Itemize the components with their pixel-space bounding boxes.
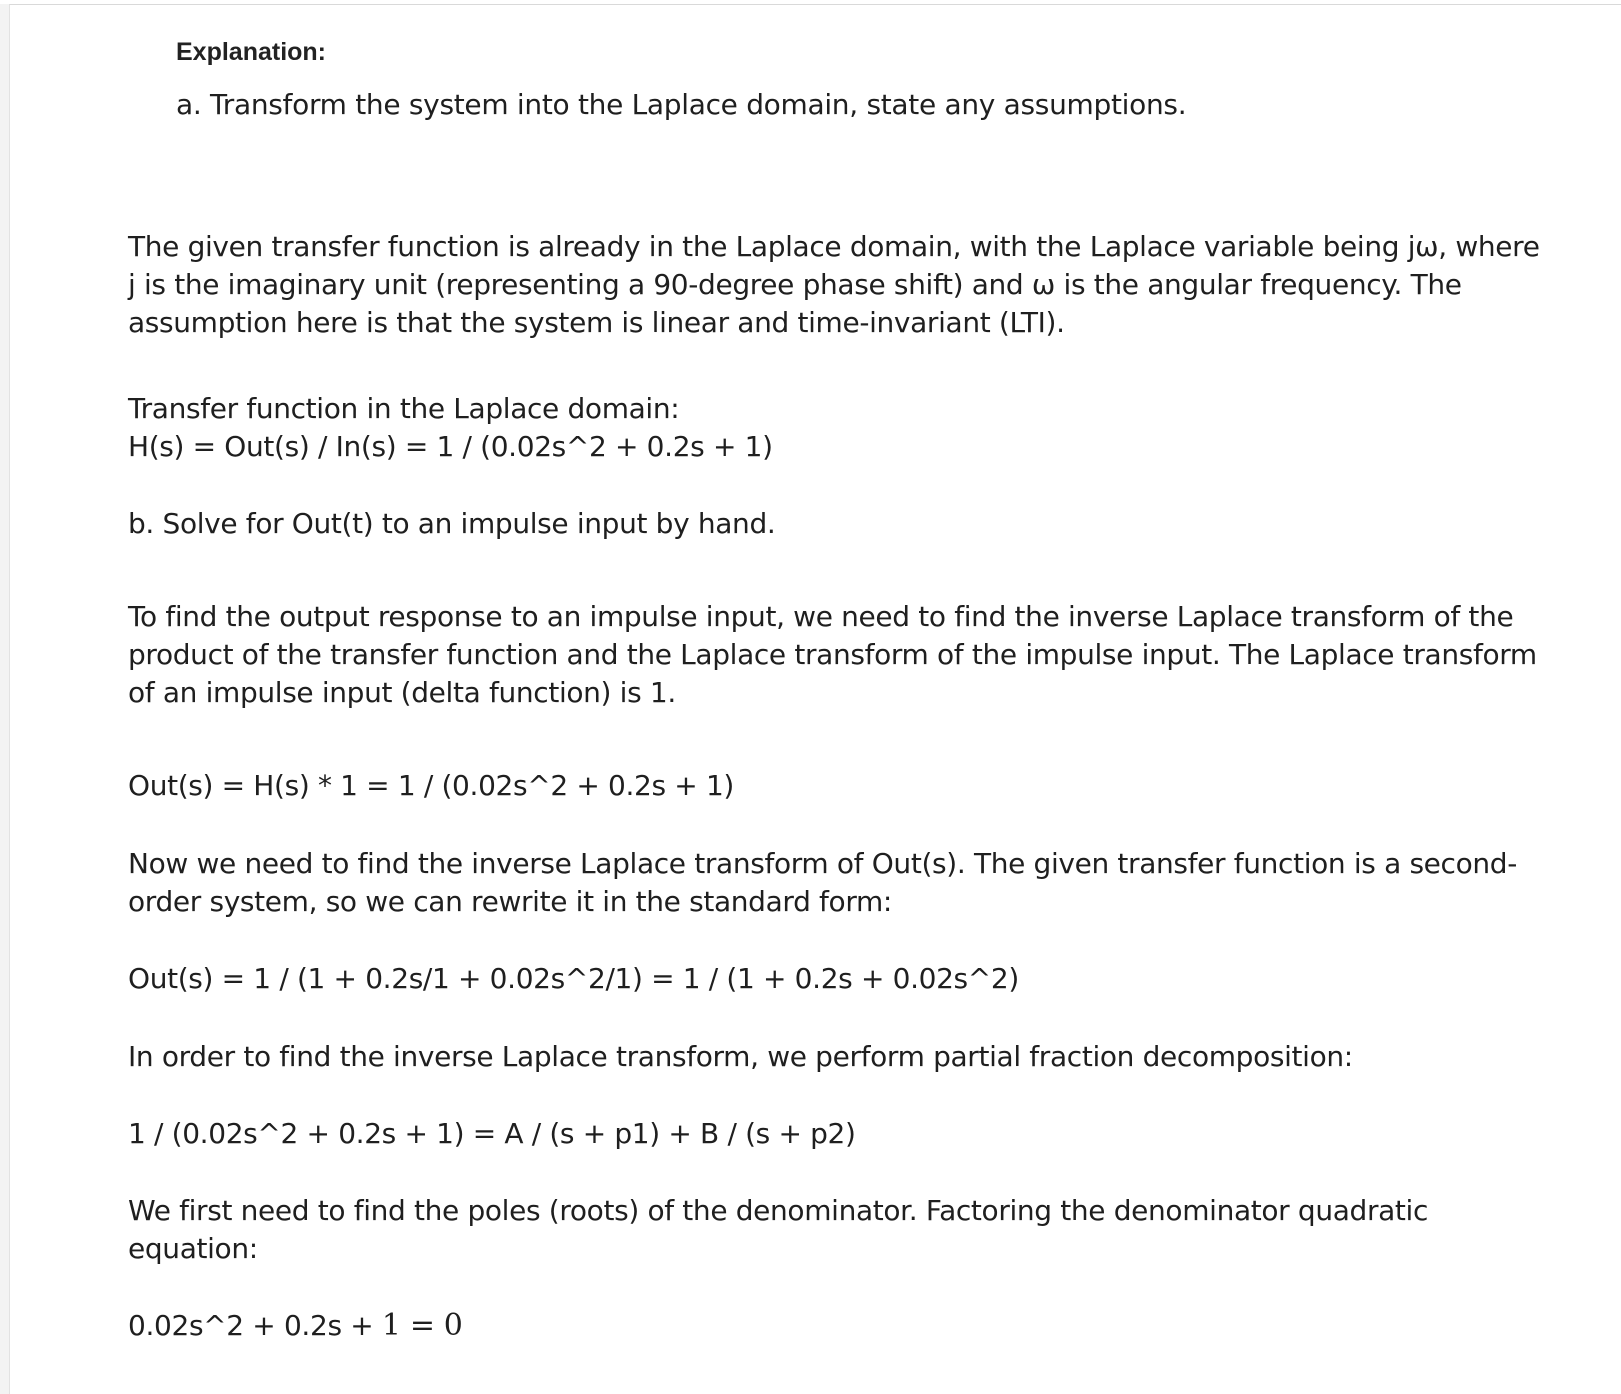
- paragraph-laplace-domain: [128, 228, 1598, 342]
- partial-fraction-block: [128, 1115, 1598, 1153]
- transfer-function-block: [128, 390, 1598, 466]
- out-equation-block: [128, 767, 1598, 805]
- paragraph-line: assumption here is that the system is linear and time-invariant (LTI).: [128, 306, 1065, 339]
- paragraph-inverse-laplace: [128, 845, 1598, 921]
- transfer-function-equation: H(s) = Out(s) / In(s) = 1 / (0.02s^2 + 0.2s + 1): [128, 430, 773, 463]
- standard-form-equation: Out(s) = 1 / (1 + 0.2s/1 + 0.02s^2/1) = 1 / (1 + 0.2s + 0.02s^2): [128, 962, 1019, 995]
- quadratic-equation: [128, 1307, 1598, 1345]
- quadratic-rhs: 1 = 0: [381, 1308, 463, 1343]
- paragraph-impulse-response: [128, 598, 1598, 712]
- paragraph-line: j is the imaginary unit (representing a 90-degree phase shift) and ω is the angular frequency. The: [128, 268, 1462, 301]
- transfer-function-label: Transfer function in the Laplace domain:: [128, 392, 680, 425]
- paragraph-line: equation:: [128, 1232, 258, 1265]
- out-equation: Out(s) = H(s) * 1 = 1 / (0.02s^2 + 0.2s + 1): [128, 769, 734, 802]
- part-b-block: [128, 505, 1598, 543]
- paragraph-line: To find the output response to an impulse input, we need to find the inverse Laplace transform of the: [128, 600, 1514, 633]
- quadratic-lhs: 0.02s^2 + 0.2s +: [128, 1309, 382, 1342]
- paragraph-line: The given transfer function is already in the Laplace domain, with the Laplace variable being jω, where: [128, 230, 1540, 263]
- part-a-question: a. Transform the system into the Laplace domain, state any assumptions.: [176, 88, 1187, 121]
- paragraph-line: We first need to find the poles (roots) of the denominator. Factoring the denominator quadratic: [128, 1194, 1429, 1227]
- part-b-question: b. Solve for Out(t) to an impulse input by hand.: [128, 507, 776, 540]
- paragraph-line: order system, so we can rewrite it in the standard form:: [128, 885, 893, 918]
- quadratic-equation-block: [128, 1307, 1598, 1345]
- paragraph-partial-fraction: [128, 1038, 1598, 1076]
- paragraph-line: Now we need to find the inverse Laplace transform of Out(s). The given transfer function is a second-: [128, 847, 1517, 880]
- paragraph-poles: [128, 1192, 1598, 1268]
- partial-fraction-equation: 1 / (0.02s^2 + 0.2s + 1) = A / (s + p1) + B / (s + p2): [128, 1117, 856, 1150]
- explanation-heading: Explanation:: [176, 38, 327, 66]
- paragraph-line: product of the transfer function and the Laplace transform of the impulse input. The Laplace transform: [128, 638, 1537, 671]
- paragraph-line: In order to find the inverse Laplace transform, we perform partial fraction decomposition:: [128, 1040, 1353, 1073]
- standard-form-block: [128, 960, 1598, 998]
- paragraph-line: of an impulse input (delta function) is 1.: [128, 676, 676, 709]
